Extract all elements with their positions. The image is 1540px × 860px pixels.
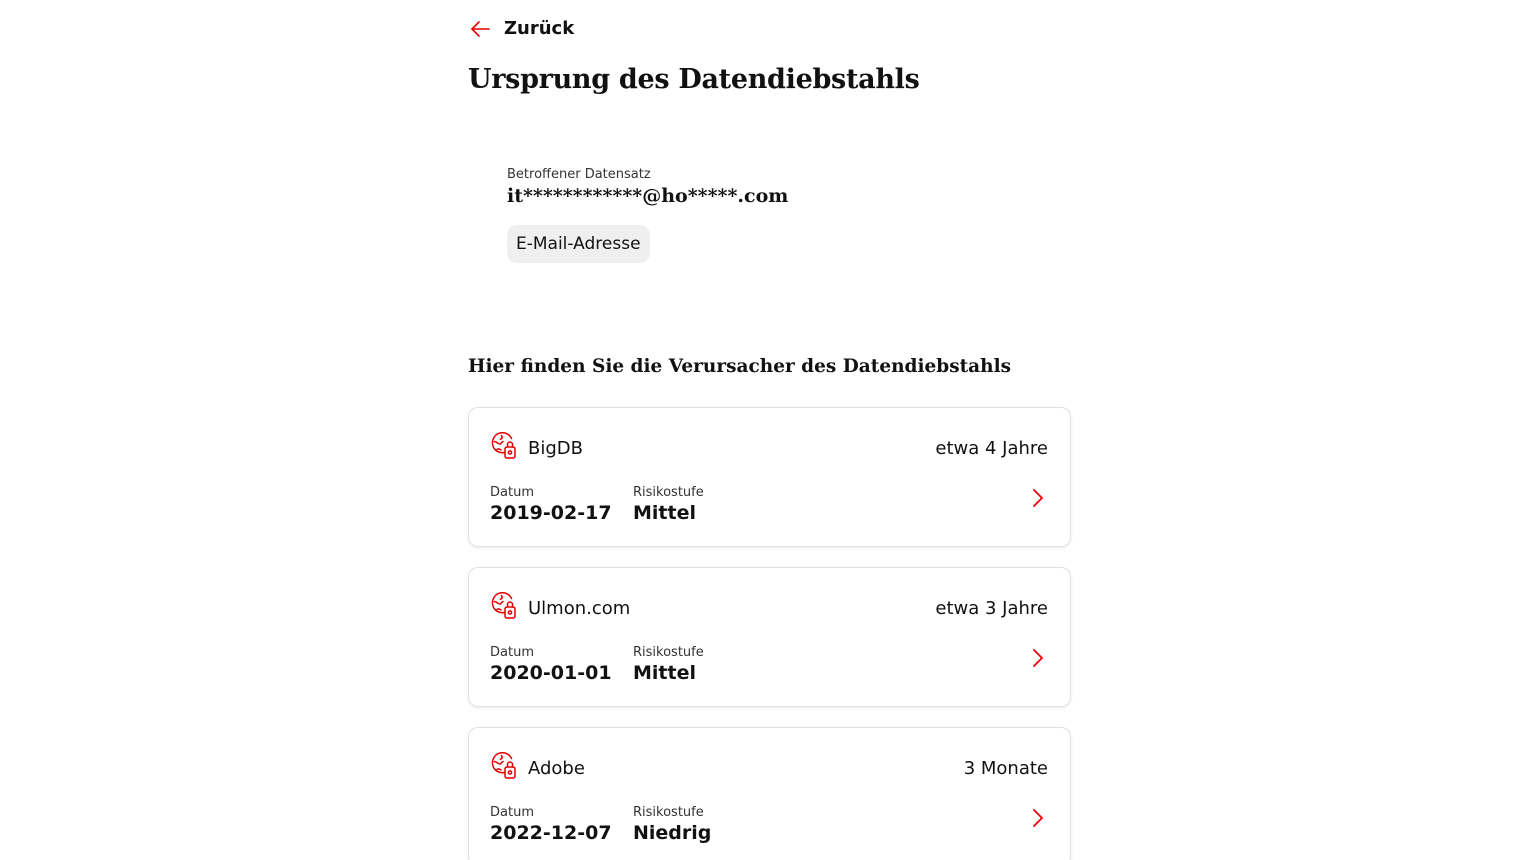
breach-age: etwa 3 Jahre <box>935 598 1048 619</box>
breach-source-name: Ulmon.com <box>528 598 631 619</box>
affected-dataset <box>507 167 788 263</box>
risk-label: Risikostufe <box>633 805 704 820</box>
chevron-right-icon[interactable] <box>1032 488 1044 508</box>
globe-lock-icon <box>490 592 518 620</box>
risk-level: Mittel <box>633 662 696 684</box>
risk-level: Niedrig <box>633 822 712 844</box>
breach-card[interactable] <box>468 407 1071 547</box>
date-label: Datum <box>490 645 534 660</box>
chevron-right-icon[interactable] <box>1032 808 1044 828</box>
breach-date: 2019-02-17 <box>490 502 612 524</box>
breach-card[interactable] <box>468 567 1071 707</box>
breach-age: 3 Monate <box>963 758 1048 779</box>
globe-lock-icon <box>490 432 518 460</box>
date-label: Datum <box>490 485 534 500</box>
back-link[interactable] <box>470 18 574 39</box>
breach-source-name: BigDB <box>528 438 583 459</box>
breach-card[interactable] <box>468 727 1071 860</box>
risk-level: Mittel <box>633 502 696 524</box>
dataset-value: it************@ho*****.com <box>507 185 789 207</box>
breach-date: 2020-01-01 <box>490 662 612 684</box>
risk-label: Risikostufe <box>633 645 704 660</box>
breach-date: 2022-12-07 <box>490 822 612 844</box>
dataset-type-chip: E-Mail-Adresse <box>507 225 650 263</box>
page-title: Ursprung des Datendiebstahls <box>468 64 920 95</box>
breach-source-name: Adobe <box>528 758 585 779</box>
back-label: Zurück <box>504 18 575 39</box>
globe-lock-icon <box>490 752 518 780</box>
breach-age: etwa 4 Jahre <box>935 438 1048 459</box>
risk-label: Risikostufe <box>633 485 704 500</box>
section-title: Hier finden Sie die Verursacher des Datendiebstahls <box>468 356 1012 377</box>
date-label: Datum <box>490 805 534 820</box>
chevron-right-icon[interactable] <box>1032 648 1044 668</box>
arrow-left-icon <box>470 20 490 38</box>
dataset-label: Betroffener Datensatz <box>507 167 651 182</box>
